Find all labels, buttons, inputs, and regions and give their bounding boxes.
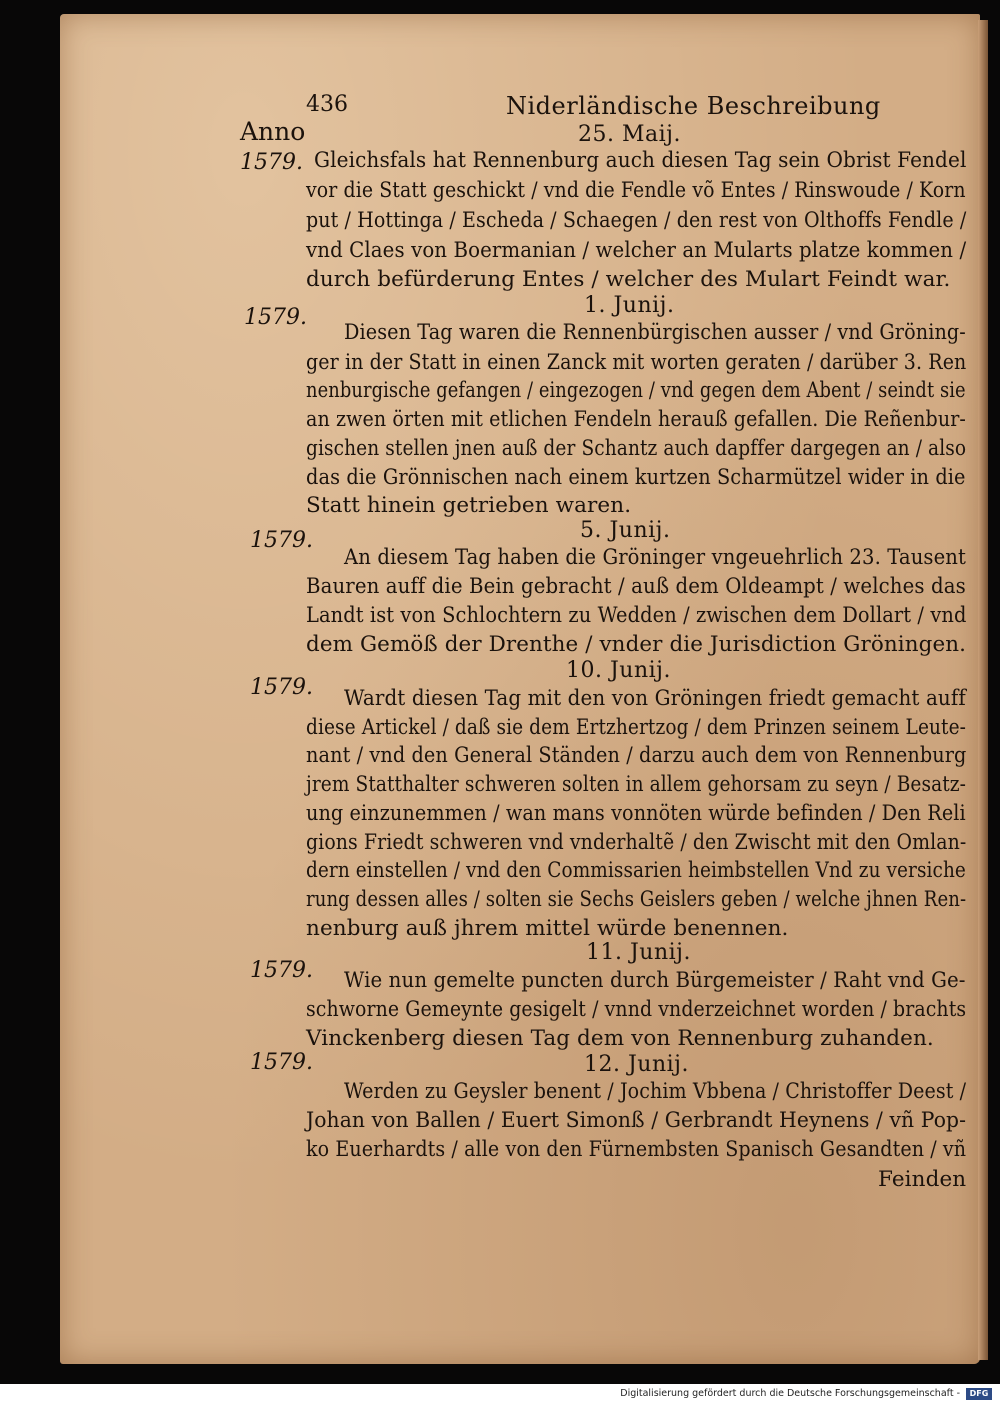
entry-line: schworne Gemeynte gesigelt / vnnd vnderzeichnet worden / brachts bbox=[306, 997, 967, 1022]
dfg-logo: DFG bbox=[966, 1388, 992, 1400]
entry-date: 25. Maij. bbox=[578, 122, 681, 147]
entry-line: Werden zu Geysler benent / Jochim Vbbena / Christoffer Deest / bbox=[344, 1079, 967, 1104]
entry-line: ung einzunemmen / wan mans vonnöten würde befinden / Den Reli bbox=[306, 801, 966, 826]
entry-line: diese Artickel / daß sie dem Ertzhertzog / dem Prinzen seinem Leute- bbox=[306, 715, 967, 740]
margin-year: 1579. bbox=[250, 675, 313, 700]
entry-line: Bauren auff die Bein gebracht / auß dem Oldeampt / welches das bbox=[306, 574, 966, 599]
entry-line: dem Gemöß der Drenthe / vnder die Jurisdiction Gröningen. bbox=[306, 632, 967, 657]
entry-line: Wie nun gemelte puncten durch Bürgemeister / Raht vnd Ge- bbox=[344, 968, 966, 993]
entry-line: durch befürderung Entes / welcher des Mulart Feindt war. bbox=[306, 267, 951, 292]
entry-date: 10. Junij. bbox=[566, 658, 671, 683]
margin-year: 1579. bbox=[250, 1050, 313, 1075]
running-head: Niderländische Beschreibung bbox=[506, 92, 881, 120]
entry-line: ger in der Statt in einen Zanck mit worten geraten / darüber 3. Ren bbox=[306, 350, 967, 375]
catchword: Feinden bbox=[878, 1167, 967, 1192]
entry-line: Diesen Tag waren die Rennenbürgischen ausser / vnd Gröning- bbox=[344, 320, 966, 345]
entry-line: nant / vnd den General Ständen / darzu auch dem von Rennenburg bbox=[306, 743, 967, 768]
page-edge bbox=[978, 20, 988, 1360]
entry-line: gions Friedt schweren vnd vnderhaltẽ / den Zwischt mit den Omlan- bbox=[306, 830, 967, 855]
entry-line: rung dessen alles / solten sie Sechs Geislers geben / welche jhnen Ren- bbox=[306, 887, 967, 912]
entry-line: Johan von Ballen / Euert Simonß / Gerbrandt Heynens / vñ Pop- bbox=[306, 1108, 967, 1133]
entry-line: nenburgische gefangen / eingezogen / vnd gegen dem Abent / seindt sie bbox=[306, 378, 966, 403]
entry-line: an zwen örten mit etlichen Fendeln herauß gefallen. Die Reñenbur- bbox=[306, 407, 966, 432]
entry-line: vor die Statt geschickt / vnd die Fendle võ Entes / Rinswoude / Korn bbox=[306, 178, 966, 203]
entry-line: nenburg auß jhrem mittel würde benennen. bbox=[306, 916, 789, 941]
footer-bar bbox=[0, 1384, 1000, 1404]
entry-line: Gleichsfals hat Rennenburg auch diesen Tag sein Obrist Fendel bbox=[314, 148, 967, 173]
entry-line: put / Hottinga / Escheda / Schaegen / den rest von Olthoffs Fendle / bbox=[306, 208, 967, 233]
entry-line: das die Grönnischen nach einem kurtzen Scharmützel wider in die bbox=[306, 465, 966, 490]
margin-year: 1579. bbox=[250, 958, 313, 983]
margin-year: 1579. bbox=[240, 150, 303, 175]
entry-line: Landt ist von Schlochtern zu Wedden / zwischen dem Dollart / vnd bbox=[306, 603, 967, 628]
margin-year: 1579. bbox=[250, 528, 313, 553]
entry-date: 1. Junij. bbox=[584, 293, 675, 318]
entry-line: dern einstellen / vnd den Commissarien heimbstellen Vnd zu versiche bbox=[306, 858, 966, 883]
entry-line: Statt hinein getrieben waren. bbox=[306, 493, 632, 518]
entry-line: Vinckenberg diesen Tag dem von Rennenburg zuhanden. bbox=[306, 1026, 934, 1051]
footer-credit: Digitalisierung gefördert durch die Deutsche Forschungsgemeinschaft - bbox=[620, 1388, 960, 1399]
margin-year: 1579. bbox=[244, 305, 307, 330]
entry-date: 5. Junij. bbox=[580, 518, 671, 543]
entry-line: jrem Statthalter schweren solten in allem gehorsam zu seyn / Besatz- bbox=[306, 772, 967, 797]
entry-date: 12. Junij. bbox=[584, 1052, 689, 1077]
entry-line: Wardt diesen Tag mit den von Gröningen friedt gemacht auff bbox=[344, 686, 966, 711]
page-number: 436 bbox=[306, 92, 348, 117]
entry-line: vnd Claes von Boermanian / welcher an Mularts platze kommen / bbox=[306, 238, 967, 263]
entry-line: An diesem Tag haben die Gröninger vngeuehrlich 23. Tausent bbox=[344, 545, 967, 570]
anno-label: Anno bbox=[240, 117, 306, 146]
entry-line: gischen stellen jnen auß der Schantz auch dapffer dargegen an / also bbox=[306, 436, 967, 461]
entry-line: ko Euerhardts / alle von den Fürnembsten Spanisch Gesandten / vñ bbox=[306, 1137, 967, 1162]
entry-date: 11. Junij. bbox=[586, 940, 691, 965]
